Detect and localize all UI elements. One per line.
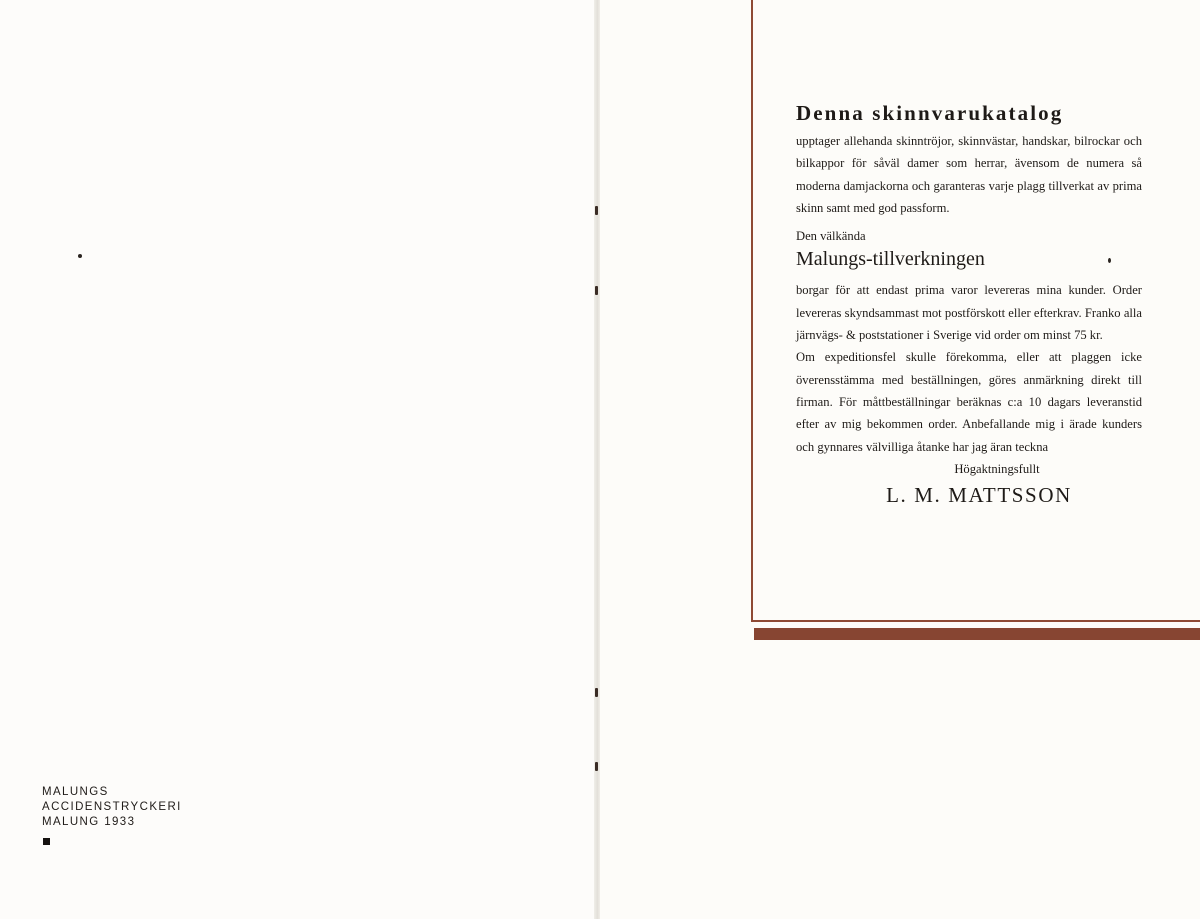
brand-name: Malungs-tillverkningen — [796, 248, 985, 271]
frame-border-bottom — [751, 620, 1200, 622]
quality-paragraph: borgar för att endast prima varor levereras mina kunder. Order levereras skyndsammast mot postförskott eller efterkrav. Franko alla järnvägs- & poststationer i Sverige vid order om minst 75 kr. — [796, 283, 1142, 343]
terms-paragraph: Om expeditionsfel skulle förekomma, eller att plaggen icke överensstämma med beställningen, göres anmärkning direkt till firman. För måttbeställningar beräknas c:a 10 dagars leveranstid efter av mig bekommen order. Anbefallande mig i ärade kunders och gynnares välvilliga åtanke har jag äran teckna — [796, 350, 1142, 454]
binding-staple — [595, 286, 598, 295]
ink-speck — [78, 254, 82, 258]
binding-staple — [595, 762, 598, 771]
binding-staple — [595, 688, 598, 697]
lead-in-text: Den välkända — [796, 229, 866, 244]
imprint-line: MALUNG 1933 — [42, 816, 136, 828]
binding-staple — [595, 206, 598, 215]
signature-name: L. M. MATTSSON — [886, 483, 1072, 508]
left-page — [0, 0, 596, 919]
intro-paragraph: upptager allehanda skinntröjor, skinnvästar, handskar, bilrockar och bilkappor för såväl damer som herrar, ävensom de numera så moderna damjackorna och garanteras varje plagg tillverkat av prima skinn samt med god passform. — [796, 134, 1142, 215]
imprint-line: MALUNGS — [42, 786, 109, 798]
closing-salutation: Högaktningsfullt — [954, 461, 1040, 476]
frame-border-left — [751, 0, 753, 622]
printer-imprint — [42, 785, 182, 830]
catalog-heading: Denna skinnvarukatalog — [796, 101, 1064, 125]
imprint-line: ACCIDENSTRYCKERI — [42, 801, 182, 813]
square-ornament — [43, 838, 50, 845]
catalog-letter — [796, 98, 1142, 509]
decorative-rule — [754, 628, 1200, 640]
